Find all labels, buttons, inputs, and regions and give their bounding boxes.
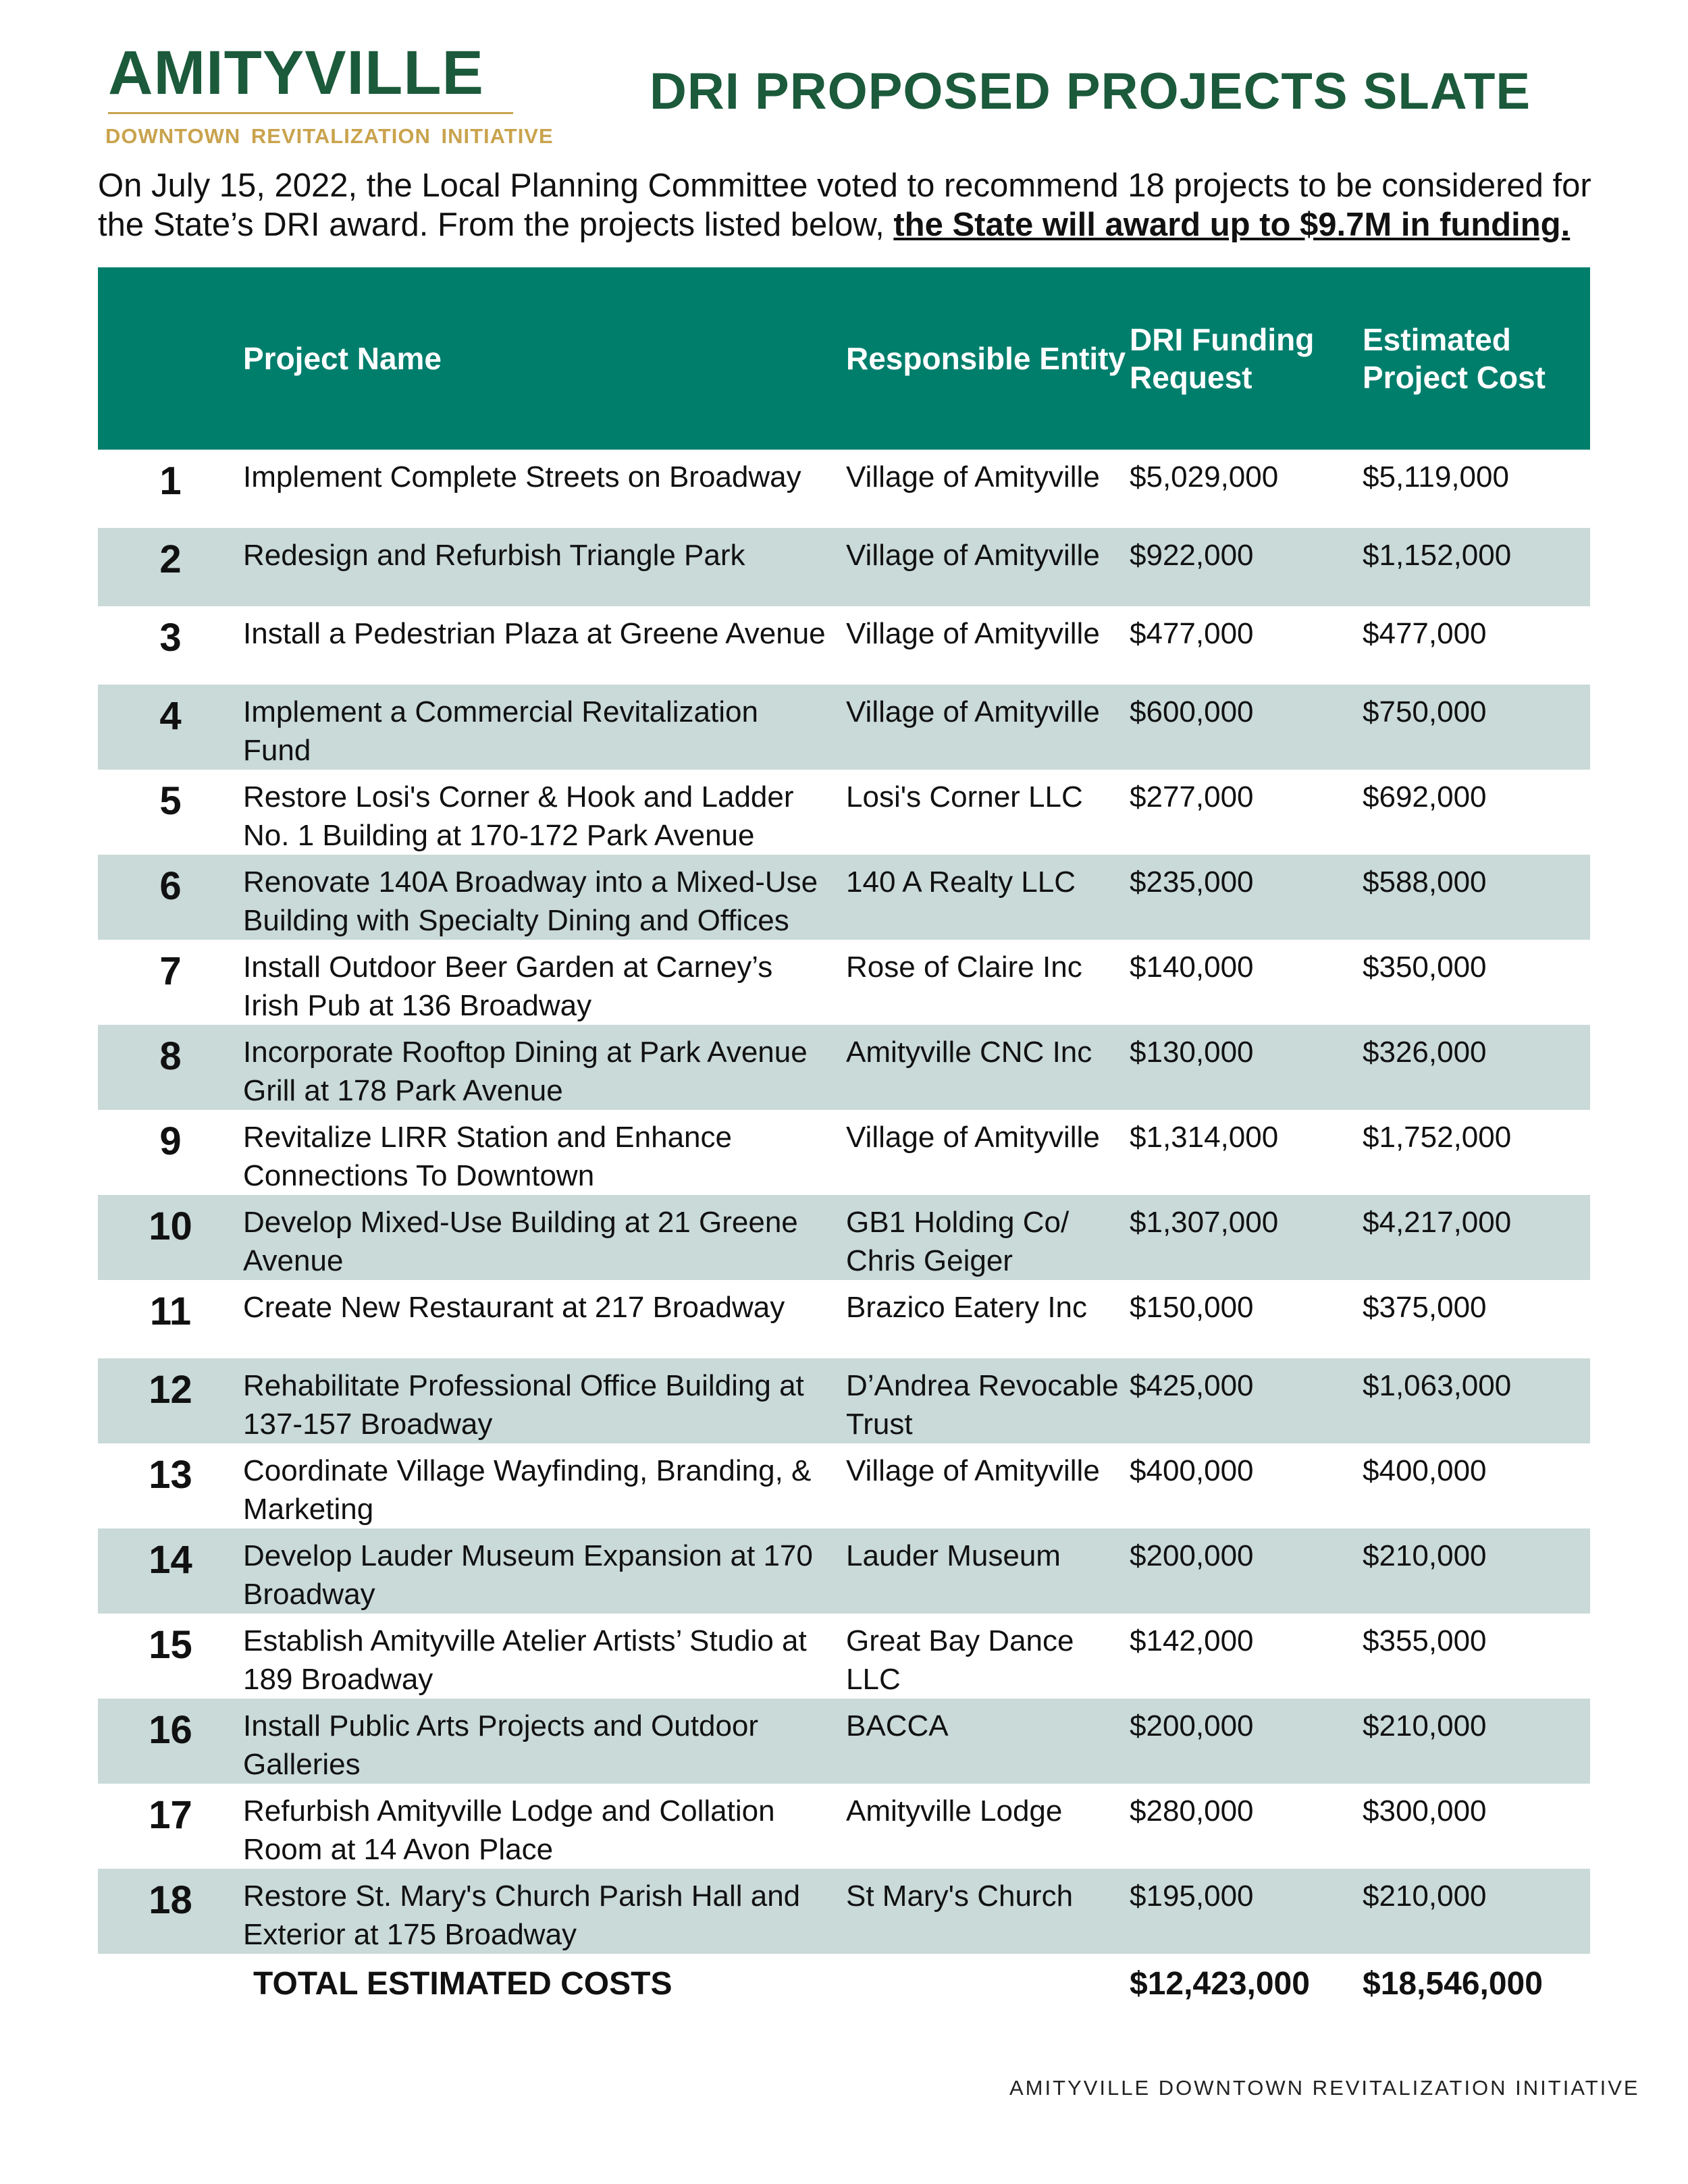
project-name: Incorporate Rooftop Dining at Park Avenue Grill at 178 Park Avenue (243, 1025, 846, 1110)
projects-table (98, 267, 1590, 2008)
project-cost: $1,152,000 (1363, 528, 1590, 606)
project-number: 15 (149, 1623, 192, 1667)
funding-request: $200,000 (1130, 1528, 1363, 1614)
table-row (98, 528, 1590, 606)
project-number: 9 (159, 1119, 182, 1163)
project-cost: $210,000 (1363, 1699, 1590, 1784)
project-cost: $355,000 (1363, 1624, 1487, 1657)
project-cost: $692,000 (1363, 780, 1487, 814)
responsible-entity: BACCA (846, 1699, 1130, 1784)
project-number: 11 (149, 1289, 192, 1333)
funding-request: $1,307,000 (1130, 1195, 1363, 1280)
responsible-entity: Village of Amityville (846, 685, 1130, 770)
project-number: 14 (98, 1528, 243, 1614)
table-row (98, 1699, 1590, 1784)
table-row (98, 1784, 1590, 1869)
table-row (98, 855, 1590, 940)
total-label: TOTAL ESTIMATED COSTS (98, 1954, 846, 2008)
intro-paragraph (98, 166, 1604, 244)
total-spacer (846, 1954, 1130, 2008)
responsible-entity: Great Bay Dance LLC (846, 1624, 1074, 1696)
project-number: 8 (98, 1025, 243, 1110)
responsible-entity: St Mary's Church (846, 1869, 1130, 1954)
project-number: 6 (98, 855, 243, 940)
logo-wordmark: AMITYVILLE (108, 38, 484, 107)
column-header-funding-request: DRI Funding Request (1130, 267, 1363, 450)
funding-request: $150,000 (1130, 1291, 1254, 1324)
project-cost: $750,000 (1363, 685, 1590, 770)
project-cost: $5,119,000 (1363, 460, 1509, 494)
project-name: Redesign and Refurbish Triangle Park (243, 528, 846, 606)
responsible-entity: Village of Amityville (846, 460, 1100, 494)
project-number: 3 (159, 616, 182, 660)
logo-divider (108, 112, 513, 114)
project-name: Implement a Commercial Revitalization Fund (243, 685, 846, 770)
project-name: Restore St. Mary's Church Parish Hall and Exterior at 175 Broadway (243, 1869, 846, 1954)
intro-highlight: the State will award up to $9.7M in funding. (893, 207, 1571, 243)
funding-request: $130,000 (1130, 1025, 1363, 1110)
project-number: 2 (98, 528, 243, 606)
project-name: Rehabilitate Professional Office Building at 137-157 Broadway (243, 1358, 846, 1443)
project-name: Revitalize LIRR Station and Enhance Connections To Downtown (243, 1121, 732, 1192)
project-number: 5 (159, 779, 182, 823)
responsible-entity: GB1 Holding Co/ Chris Geiger (846, 1195, 1130, 1280)
table-row (98, 450, 1590, 528)
project-name: Install Public Arts Projects and Outdoor Galleries (243, 1699, 846, 1784)
funding-request: $425,000 (1130, 1358, 1363, 1443)
table-row (98, 1280, 1590, 1358)
responsible-entity: Village of Amityville (846, 617, 1100, 650)
funding-request: $280,000 (1130, 1794, 1254, 1828)
column-header-responsible-entity: Responsible Entity (846, 267, 1130, 450)
funding-request: $140,000 (1130, 951, 1254, 984)
project-name: Refurbish Amityville Lodge and Collation Room at 14 Avon Place (243, 1794, 775, 1866)
project-number: 1 (159, 459, 182, 503)
table-row (98, 1358, 1590, 1443)
project-number: 4 (98, 685, 243, 770)
project-name: Develop Lauder Museum Expansion at 170 Broadway (243, 1528, 846, 1614)
responsible-entity: Amityville Lodge (846, 1794, 1063, 1828)
project-cost: $1,752,000 (1363, 1121, 1512, 1154)
responsible-entity: Village of Amityville (846, 528, 1130, 606)
project-number: 18 (98, 1869, 243, 1954)
table-row (98, 1614, 1590, 1699)
total-row (98, 1954, 1590, 2008)
column-header-project-cost: Estimated Project Cost (1363, 267, 1590, 450)
funding-request: $195,000 (1130, 1869, 1363, 1954)
project-name: Renovate 140A Broadway into a Mixed-Use Building with Specialty Dining and Offices (243, 855, 846, 940)
project-cost: $1,063,000 (1363, 1358, 1590, 1443)
project-number: 7 (159, 949, 182, 993)
project-cost: $350,000 (1363, 951, 1487, 984)
responsible-entity: Brazico Eatery Inc (846, 1291, 1088, 1324)
column-header-number (98, 267, 243, 450)
responsible-entity: Village of Amityville (846, 1121, 1100, 1154)
table-row (98, 1528, 1590, 1614)
funding-request: $922,000 (1130, 528, 1363, 606)
table-row (98, 770, 1590, 855)
project-cost: $477,000 (1363, 617, 1487, 650)
project-number: 17 (149, 1793, 192, 1837)
project-name: Restore Losi's Corner & Hook and Ladder No. 1 Building at 170-172 Park Avenue (243, 780, 794, 852)
funding-request: $277,000 (1130, 780, 1254, 814)
project-cost: $210,000 (1363, 1528, 1590, 1614)
project-name: Coordinate Village Wayfinding, Branding, & Marketing (243, 1454, 812, 1526)
project-cost: $210,000 (1363, 1869, 1590, 1954)
table-row (98, 1025, 1590, 1110)
project-name: Install Outdoor Beer Garden at Carney’s Irish Pub at 136 Broadway (243, 951, 773, 1022)
project-cost: $4,217,000 (1363, 1195, 1590, 1280)
project-cost: $400,000 (1363, 1454, 1487, 1487)
project-number: 13 (149, 1453, 192, 1497)
project-number: 10 (98, 1195, 243, 1280)
responsible-entity: 140 A Realty LLC (846, 855, 1130, 940)
project-name: Establish Amityville Atelier Artists’ Studio at 189 Broadway (243, 1624, 807, 1696)
logo-subtitle: DOWNTOWN REVITALIZATION INITIATIVE (105, 124, 554, 148)
funding-request: $600,000 (1130, 685, 1363, 770)
project-name: Create New Restaurant at 217 Broadway (243, 1291, 785, 1324)
table-row (98, 940, 1590, 1025)
total-funding-request: $12,423,000 (1130, 1954, 1363, 2008)
table-row (98, 1195, 1590, 1280)
project-number: 16 (98, 1699, 243, 1784)
project-name: Install a Pedestrian Plaza at Greene Avenue (243, 617, 826, 650)
responsible-entity: Losi's Corner LLC (846, 780, 1083, 814)
project-cost: $300,000 (1363, 1794, 1487, 1828)
intro-text: On July 15, 2022, the Local Planning Committee voted to recommend 18 projects to be considered for the State’s DRI award. From the projects listed below, (98, 167, 1591, 243)
project-number: 12 (98, 1358, 243, 1443)
project-name: Implement Complete Streets on Broadway (243, 460, 801, 494)
funding-request: $142,000 (1130, 1624, 1254, 1657)
column-header-project-name: Project Name (243, 267, 846, 450)
funding-request: $5,029,000 (1130, 460, 1279, 494)
table-row (98, 606, 1590, 685)
table-row (98, 1110, 1590, 1195)
page-title: DRI PROPOSED PROJECTS SLATE (650, 63, 1531, 120)
responsible-entity: Lauder Museum (846, 1528, 1130, 1614)
responsible-entity: Rose of Claire Inc (846, 951, 1082, 984)
responsible-entity: Village of Amityville (846, 1454, 1100, 1487)
funding-request: $400,000 (1130, 1454, 1254, 1487)
project-cost: $375,000 (1363, 1291, 1487, 1324)
funding-request: $235,000 (1130, 855, 1363, 940)
funding-request: $200,000 (1130, 1699, 1363, 1784)
funding-request: $477,000 (1130, 617, 1254, 650)
project-cost: $326,000 (1363, 1025, 1590, 1110)
responsible-entity: Amityville CNC Inc (846, 1025, 1130, 1110)
project-cost: $588,000 (1363, 855, 1590, 940)
footer-text: AMITYVILLE DOWNTOWN REVITALIZATION INITIATIVE (1009, 2076, 1640, 2100)
project-name: Develop Mixed-Use Building at 21 Greene Avenue (243, 1195, 846, 1280)
table-row (98, 1869, 1590, 1954)
responsible-entity: D’Andrea Revocable Trust (846, 1358, 1130, 1443)
table-row (98, 685, 1590, 770)
table-header-row (98, 267, 1590, 450)
funding-request: $1,314,000 (1130, 1121, 1279, 1154)
total-project-cost: $18,546,000 (1363, 1954, 1590, 2008)
table-row (98, 1443, 1590, 1528)
